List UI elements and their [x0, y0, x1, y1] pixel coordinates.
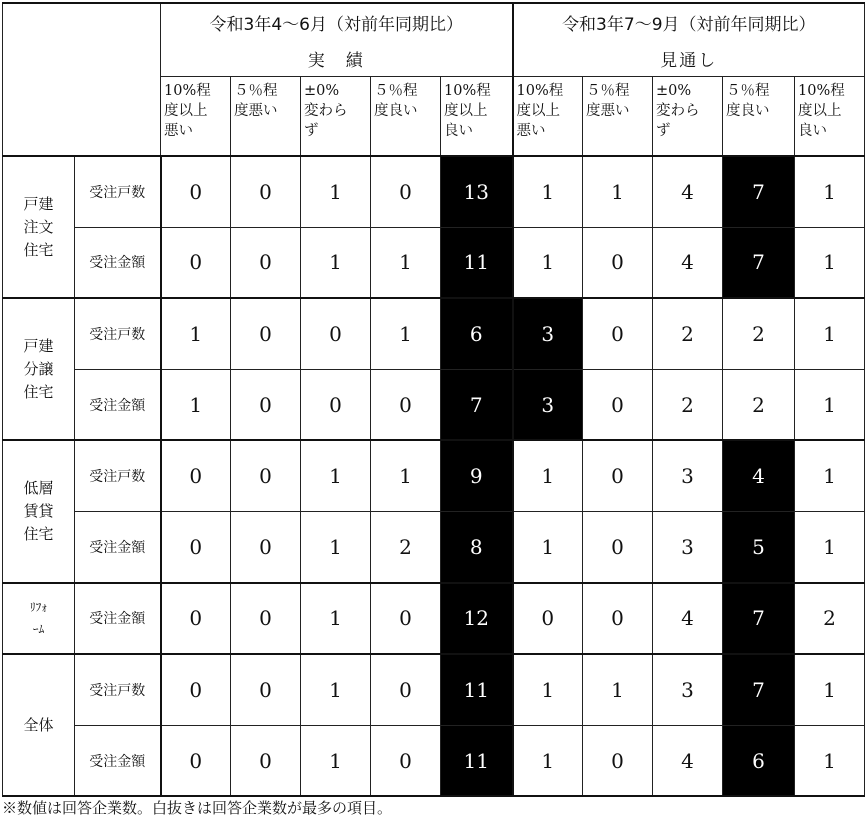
value-cell: 1 — [513, 440, 583, 511]
footnote: ※数値は回答企業数。白抜きは回答企業数が最多の項目。 — [2, 799, 393, 817]
column-header-label: ５％程 度悪い — [234, 83, 278, 119]
value-cell: 4 — [653, 725, 723, 796]
column-header-label: ５％程 度良い — [726, 83, 770, 119]
value-cell: 0 — [583, 440, 653, 511]
value-cell: 2 — [371, 511, 441, 582]
metric-label: 受注金額 — [75, 511, 161, 582]
metric-label: 受注金額 — [75, 369, 161, 440]
metric-label: 受注金額 — [75, 725, 161, 796]
value-cell: 9 — [441, 440, 513, 511]
value-cell: 1 — [795, 156, 865, 227]
value-cell: 3 — [653, 654, 723, 725]
value-cell: 1 — [795, 440, 865, 511]
value-cell: 2 — [653, 369, 723, 440]
table-row — [3, 440, 865, 511]
value-cell: 1 — [795, 725, 865, 796]
value-cell: 0 — [231, 725, 301, 796]
value-cell: 2 — [723, 369, 795, 440]
value-cell: 0 — [231, 298, 301, 369]
value-cell: 0 — [583, 511, 653, 582]
column-header-actual-3 — [301, 77, 371, 157]
value-cell: 0 — [583, 583, 653, 655]
column-header-forecast-5 — [795, 77, 865, 157]
value-cell: 0 — [161, 156, 231, 227]
table-row — [3, 156, 865, 227]
value-cell: 4 — [653, 156, 723, 227]
value-cell: 0 — [583, 227, 653, 298]
value-cell: 8 — [441, 511, 513, 582]
value-cell: 1 — [301, 440, 371, 511]
value-cell: 11 — [441, 227, 513, 298]
value-cell: 7 — [723, 227, 795, 298]
value-cell: 0 — [583, 298, 653, 369]
value-cell: 3 — [513, 369, 583, 440]
column-header-label: 10%程 度以上 悪い — [516, 83, 564, 139]
period1-subtitle: 実 績 — [161, 40, 513, 77]
metric-label: 受注戸数 — [75, 298, 161, 369]
value-cell: 3 — [653, 511, 723, 582]
value-cell: 1 — [795, 298, 865, 369]
value-cell: 7 — [723, 583, 795, 655]
period2-title: 令和3年7～9月（対前年同期比） — [513, 3, 865, 40]
value-cell: 1 — [301, 725, 371, 796]
metric-label: 受注戸数 — [75, 654, 161, 725]
value-cell: 0 — [231, 369, 301, 440]
column-header-forecast-1 — [513, 77, 583, 157]
group-label-text: ﾘﾌｫ ｰﾑ — [29, 600, 48, 637]
metric-label: 受注金額 — [75, 583, 161, 655]
value-cell: 0 — [371, 369, 441, 440]
column-header-actual-4 — [371, 77, 441, 157]
value-cell: 0 — [231, 156, 301, 227]
survey-table — [2, 2, 865, 797]
value-cell: 1 — [301, 583, 371, 655]
value-cell: 1 — [513, 654, 583, 725]
period2-subtitle: 見通し — [513, 40, 865, 77]
table-row — [3, 227, 865, 298]
column-header-label: ±0% 変わら ず — [656, 83, 700, 139]
column-header-forecast-4 — [723, 77, 795, 157]
value-cell: 0 — [231, 654, 301, 725]
corner-cell — [3, 3, 161, 156]
value-cell: 2 — [795, 583, 865, 655]
value-cell: 1 — [583, 156, 653, 227]
column-header-actual-2 — [231, 77, 301, 157]
value-cell: 0 — [231, 227, 301, 298]
value-cell: 1 — [795, 369, 865, 440]
value-cell: 4 — [653, 583, 723, 655]
column-header-label: 10%程 度以上 悪い — [164, 83, 211, 139]
value-cell: 0 — [161, 511, 231, 582]
value-cell: 1 — [161, 369, 231, 440]
value-cell: 13 — [441, 156, 513, 227]
value-cell: 4 — [653, 227, 723, 298]
column-header-forecast-3 — [653, 77, 723, 157]
value-cell: 0 — [513, 583, 583, 655]
value-cell: 11 — [441, 725, 513, 796]
group-label-text: 全体 — [23, 715, 54, 734]
column-header-label: 10%程 度以上 良い — [798, 83, 845, 139]
value-cell: 1 — [301, 654, 371, 725]
value-cell: 1 — [161, 298, 231, 369]
group-label-text: 戸建 分譲 住宅 — [23, 336, 54, 401]
value-cell: 0 — [161, 725, 231, 796]
value-cell: 0 — [161, 654, 231, 725]
metric-label: 受注金額 — [75, 227, 161, 298]
value-cell: 0 — [231, 440, 301, 511]
column-header-label: 10%程 度以上 良い — [444, 83, 491, 139]
column-header-actual-1 — [161, 77, 231, 157]
column-header-actual-5 — [441, 77, 513, 157]
table-row — [3, 583, 865, 655]
table-row — [3, 369, 865, 440]
group-label — [3, 654, 75, 796]
value-cell: 0 — [371, 725, 441, 796]
value-cell: 6 — [723, 725, 795, 796]
value-cell: 4 — [723, 440, 795, 511]
value-cell: 1 — [583, 654, 653, 725]
value-cell: 1 — [371, 440, 441, 511]
value-cell: 0 — [161, 583, 231, 655]
value-cell: 1 — [301, 156, 371, 227]
value-cell: 0 — [583, 725, 653, 796]
column-header-label: ５％程 度悪い — [586, 83, 630, 119]
value-cell: 1 — [795, 227, 865, 298]
value-cell: 1 — [513, 725, 583, 796]
group-label — [3, 156, 75, 298]
value-cell: 0 — [231, 583, 301, 655]
table-row — [3, 725, 865, 796]
value-cell: 0 — [231, 511, 301, 582]
value-cell: 3 — [653, 440, 723, 511]
value-cell: 1 — [795, 654, 865, 725]
column-header-forecast-2 — [583, 77, 653, 157]
value-cell: 11 — [441, 654, 513, 725]
value-cell: 0 — [371, 654, 441, 725]
table-row — [3, 298, 865, 369]
value-cell: 2 — [723, 298, 795, 369]
group-label — [3, 298, 75, 440]
group-label-text: 戸建 注文 住宅 — [23, 194, 54, 259]
value-cell: 7 — [441, 369, 513, 440]
group-label — [3, 583, 75, 655]
value-cell: 0 — [161, 440, 231, 511]
group-label-text: 低層 賃貸 住宅 — [23, 478, 54, 543]
value-cell: 5 — [723, 511, 795, 582]
value-cell: 1 — [513, 227, 583, 298]
value-cell: 2 — [653, 298, 723, 369]
period1-title: 令和3年4～6月（対前年同期比） — [161, 3, 513, 40]
value-cell: 1 — [301, 227, 371, 298]
value-cell: 0 — [301, 369, 371, 440]
table-row — [3, 654, 865, 725]
group-label — [3, 440, 75, 582]
value-cell: 0 — [371, 156, 441, 227]
table-row — [3, 511, 865, 582]
metric-label: 受注戸数 — [75, 440, 161, 511]
value-cell: 0 — [301, 298, 371, 369]
value-cell: 0 — [161, 227, 231, 298]
column-header-label: ±0% 変わら ず — [304, 83, 348, 139]
value-cell: 1 — [513, 511, 583, 582]
value-cell: 1 — [371, 227, 441, 298]
value-cell: 12 — [441, 583, 513, 655]
value-cell: 7 — [723, 156, 795, 227]
value-cell: 3 — [513, 298, 583, 369]
value-cell: 1 — [795, 511, 865, 582]
value-cell: 1 — [301, 511, 371, 582]
value-cell: 1 — [513, 156, 583, 227]
value-cell: 7 — [723, 654, 795, 725]
value-cell: 1 — [371, 298, 441, 369]
value-cell: 6 — [441, 298, 513, 369]
value-cell: 0 — [371, 583, 441, 655]
column-header-label: ５％程 度良い — [374, 83, 418, 119]
value-cell: 0 — [583, 369, 653, 440]
metric-label: 受注戸数 — [75, 156, 161, 227]
